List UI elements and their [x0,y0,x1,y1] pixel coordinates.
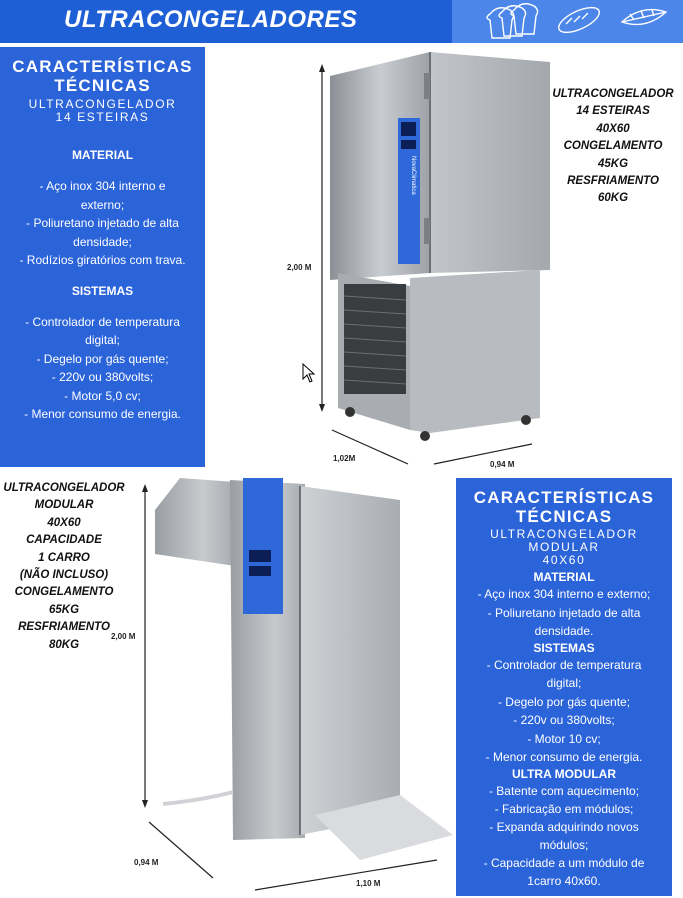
bread-icon [452,0,683,43]
list-item: - 220v ou 380volts; [51,370,154,384]
page-title: ULTRACONGELADORES [64,6,358,33]
depth-dimension-label: 0,94 M [134,858,159,867]
spec-modular [0,480,128,654]
sistemas-heading: SISTEMAS [533,640,595,655]
spec-line: 40X60 [47,516,81,529]
list-item: - Menor consumo de energia. [485,750,643,764]
panel-title-line1: CARACTERÍSTICAS [473,488,655,507]
panel-subtitle-line2: MODULAR [528,540,600,554]
panel-title-line1: CARACTERÍSTICAS [12,57,193,76]
freezer-modular-image [135,470,455,895]
spec-line: 60KG [597,192,629,205]
panel-subtitle-line1: ULTRACONGELADOR [28,97,177,111]
list-item: - Aço inox 304 interno e [39,179,166,193]
panel-title-line2: TÉCNICAS [54,76,151,95]
spec-line: MODULAR [34,499,94,512]
list-item: - 220v ou 380volts; [513,713,615,727]
width-dimension-label: 1,10 M [356,879,381,888]
spec-14-esteiras [548,86,678,208]
list-item: - Aço inox 304 interno e externo; [477,587,651,601]
material-heading: MATERIAL [71,148,134,162]
controller-brand: NovaClimatica [410,156,416,195]
specs-panel-14-esteiras [0,47,205,467]
material-heading: MATERIAL [533,570,595,584]
list-item: externo; [80,197,125,212]
list-item: módulos; [539,837,589,852]
sistemas-list [0,313,205,424]
list-item: digital; [546,676,582,690]
header-bar [0,0,683,43]
height-dimension-label: 2,00 M [111,632,136,641]
panel-title-line2: TÉCNICAS [515,507,613,526]
depth-dimension-label: 1,02M [333,454,356,463]
list-item: - Batente com aquecimento; [488,783,640,798]
list-item: - Controlador de temperatura [486,657,642,672]
list-item: digital; [85,333,120,347]
list-item: - Poliuretano injetado de alta [487,605,641,620]
list-item: - Fabricação em módulos; [494,801,634,816]
list-item: - Poliuretano injetado de alta [26,216,179,230]
spec-line: 45KG [597,157,629,170]
sistemas-heading: SISTEMAS [71,283,134,298]
list-item: - Motor 10 cv; [527,731,601,746]
list-item: - Degelo por gás quente; [497,694,631,709]
modular-list [456,782,672,890]
spec-line: ULTRACONGELADOR [3,482,125,494]
spec-line: 14 ESTEIRAS [576,105,650,118]
freezer-14-esteiras-image [300,48,550,468]
list-item: - Motor 5,0 cv; [64,388,141,403]
list-item: - Expanda adquirindo novos [489,819,639,834]
spec-line: (NÃO INCLUSO) [19,569,109,582]
spec-line: 40X60 [596,122,630,135]
spec-line: CAPACIDADE [26,534,102,547]
spec-line: ULTRACONGELADOR [552,88,674,100]
list-item: densidade; [73,234,132,249]
material-list [456,585,672,641]
panel-subtitle-line1: ULTRACONGELADOR [490,527,638,541]
list-item: - Menor consumo de energia. [24,407,181,421]
width-dimension-label: 0,94 M [490,460,515,469]
sistemas-list [456,656,672,767]
modular-heading: ULTRA MODULAR [512,766,616,781]
spec-line: CONGELAMENTO [563,140,663,153]
material-list [0,177,205,270]
spec-line: 80KG [48,638,80,651]
spec-line: 1 CARRO [38,551,90,564]
spec-line: 65KG [48,603,80,616]
list-item: - Degelo por gás quente; [36,351,169,366]
spec-line: RESFRIAMENTO [567,175,659,188]
mouse-cursor-icon [302,363,316,383]
panel-subtitle-line3: 40X60 [542,553,586,567]
specs-panel-modular [456,478,672,896]
panel-subtitle-line2: 14 ESTEIRAS [55,110,150,124]
list-item: - Capacidade a um módulo de [483,855,645,870]
bread-decoration [452,0,683,43]
list-item: densidade. [534,624,594,638]
list-item: - Rodízios giratórios com trava. [19,253,186,267]
spec-line: CONGELAMENTO [14,586,114,599]
list-item: 1carro 40x60. [527,873,601,888]
height-dimension-label: 2,00 M [287,263,312,272]
list-item: - Controlador de temperatura [25,314,180,329]
spec-line: RESFRIAMENTO [18,621,110,634]
